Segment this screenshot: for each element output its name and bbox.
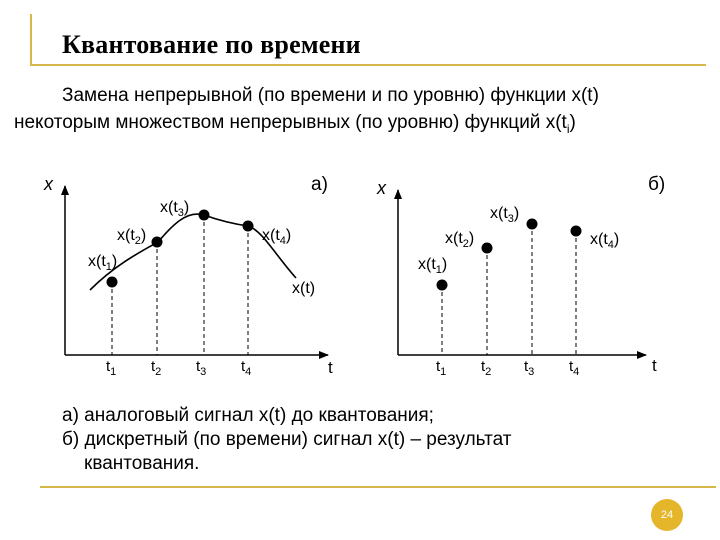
intro-line-2-text: некоторым множеством непрерывных (по уровню) функций x(t [14,112,567,133]
diagram-a-panel-label: а) [311,174,328,195]
diagram-a-curve-label: x(t) [292,280,316,297]
diagram-a-point-label-3: $x(t_3)$ [160,199,190,219]
diagram-a-y-label: x [44,174,53,194]
diagram-b-point-4 [571,226,582,237]
diagram-a-point-label-1: $x(t_1)$ [88,253,118,273]
diagram-b-y-label: x [377,178,386,198]
caption-a: а) аналоговый сигнал x(t) до квантования; [62,405,434,426]
diagram-a-point-2 [152,237,163,248]
diagram-b-tick-2: $t_2$ [481,358,492,378]
diagram-b-point-label-1: $x(t_1)$ [418,256,448,276]
intro-line-2-sub: i [566,121,570,136]
intro-line-2-close: ) [569,112,576,133]
diagram-b-point-label-3: $x(t_3)$ [490,205,520,225]
diagram-a-point-label-2: $x(t_2)$ [117,227,147,247]
diagram-b-x-label: t [652,356,657,375]
diagram-b-point-3 [527,219,538,230]
diagram-a-tick-1: $t_1$ [106,358,117,378]
diagram-b-point-2 [482,243,493,254]
diagram-a [43,174,333,378]
diagram-a-tick-2: $t_2$ [151,358,162,378]
diagram-a-tick-3: $t_3$ [196,358,207,378]
page-number-badge: 24 [651,499,683,531]
diagram-a-point-3 [199,210,210,221]
diagram-a-point-label-4: $x(t_4)$ [262,227,292,247]
diagram-a-point-4 [243,221,254,232]
diagram-b-tick-3: $t_3$ [524,358,535,378]
decorative-bottom-rule [40,486,716,488]
diagram-b-panel-label: б) [648,174,666,195]
intro-line-1: Замена непрерывной (по времени и по уровню) функции x(t) [62,85,599,106]
diagram-b-tick-1: $t_1$ [436,358,447,378]
caption-b-line-2: квантования. [84,453,200,474]
caption [62,404,702,476]
diagram-b-point-1 [437,280,448,291]
diagram-a-signal-curve [90,214,296,290]
diagram-b-point-label-2: $x(t_2)$ [445,230,475,250]
diagram-b-point-label-4: $x(t_4)$ [590,231,620,251]
diagram-a-tick-4: $t_4$ [241,358,252,378]
caption-b-line-1: б) дискретный (по времени) сигнал x(t) – результат [62,429,512,450]
slide-title: Квантование по времени [62,30,361,59]
diagram-b-tick-4: $t_4$ [569,358,580,378]
diagram-a-point-1 [107,277,118,288]
diagram-b [376,174,665,378]
diagram-a-x-label: t [328,358,333,377]
